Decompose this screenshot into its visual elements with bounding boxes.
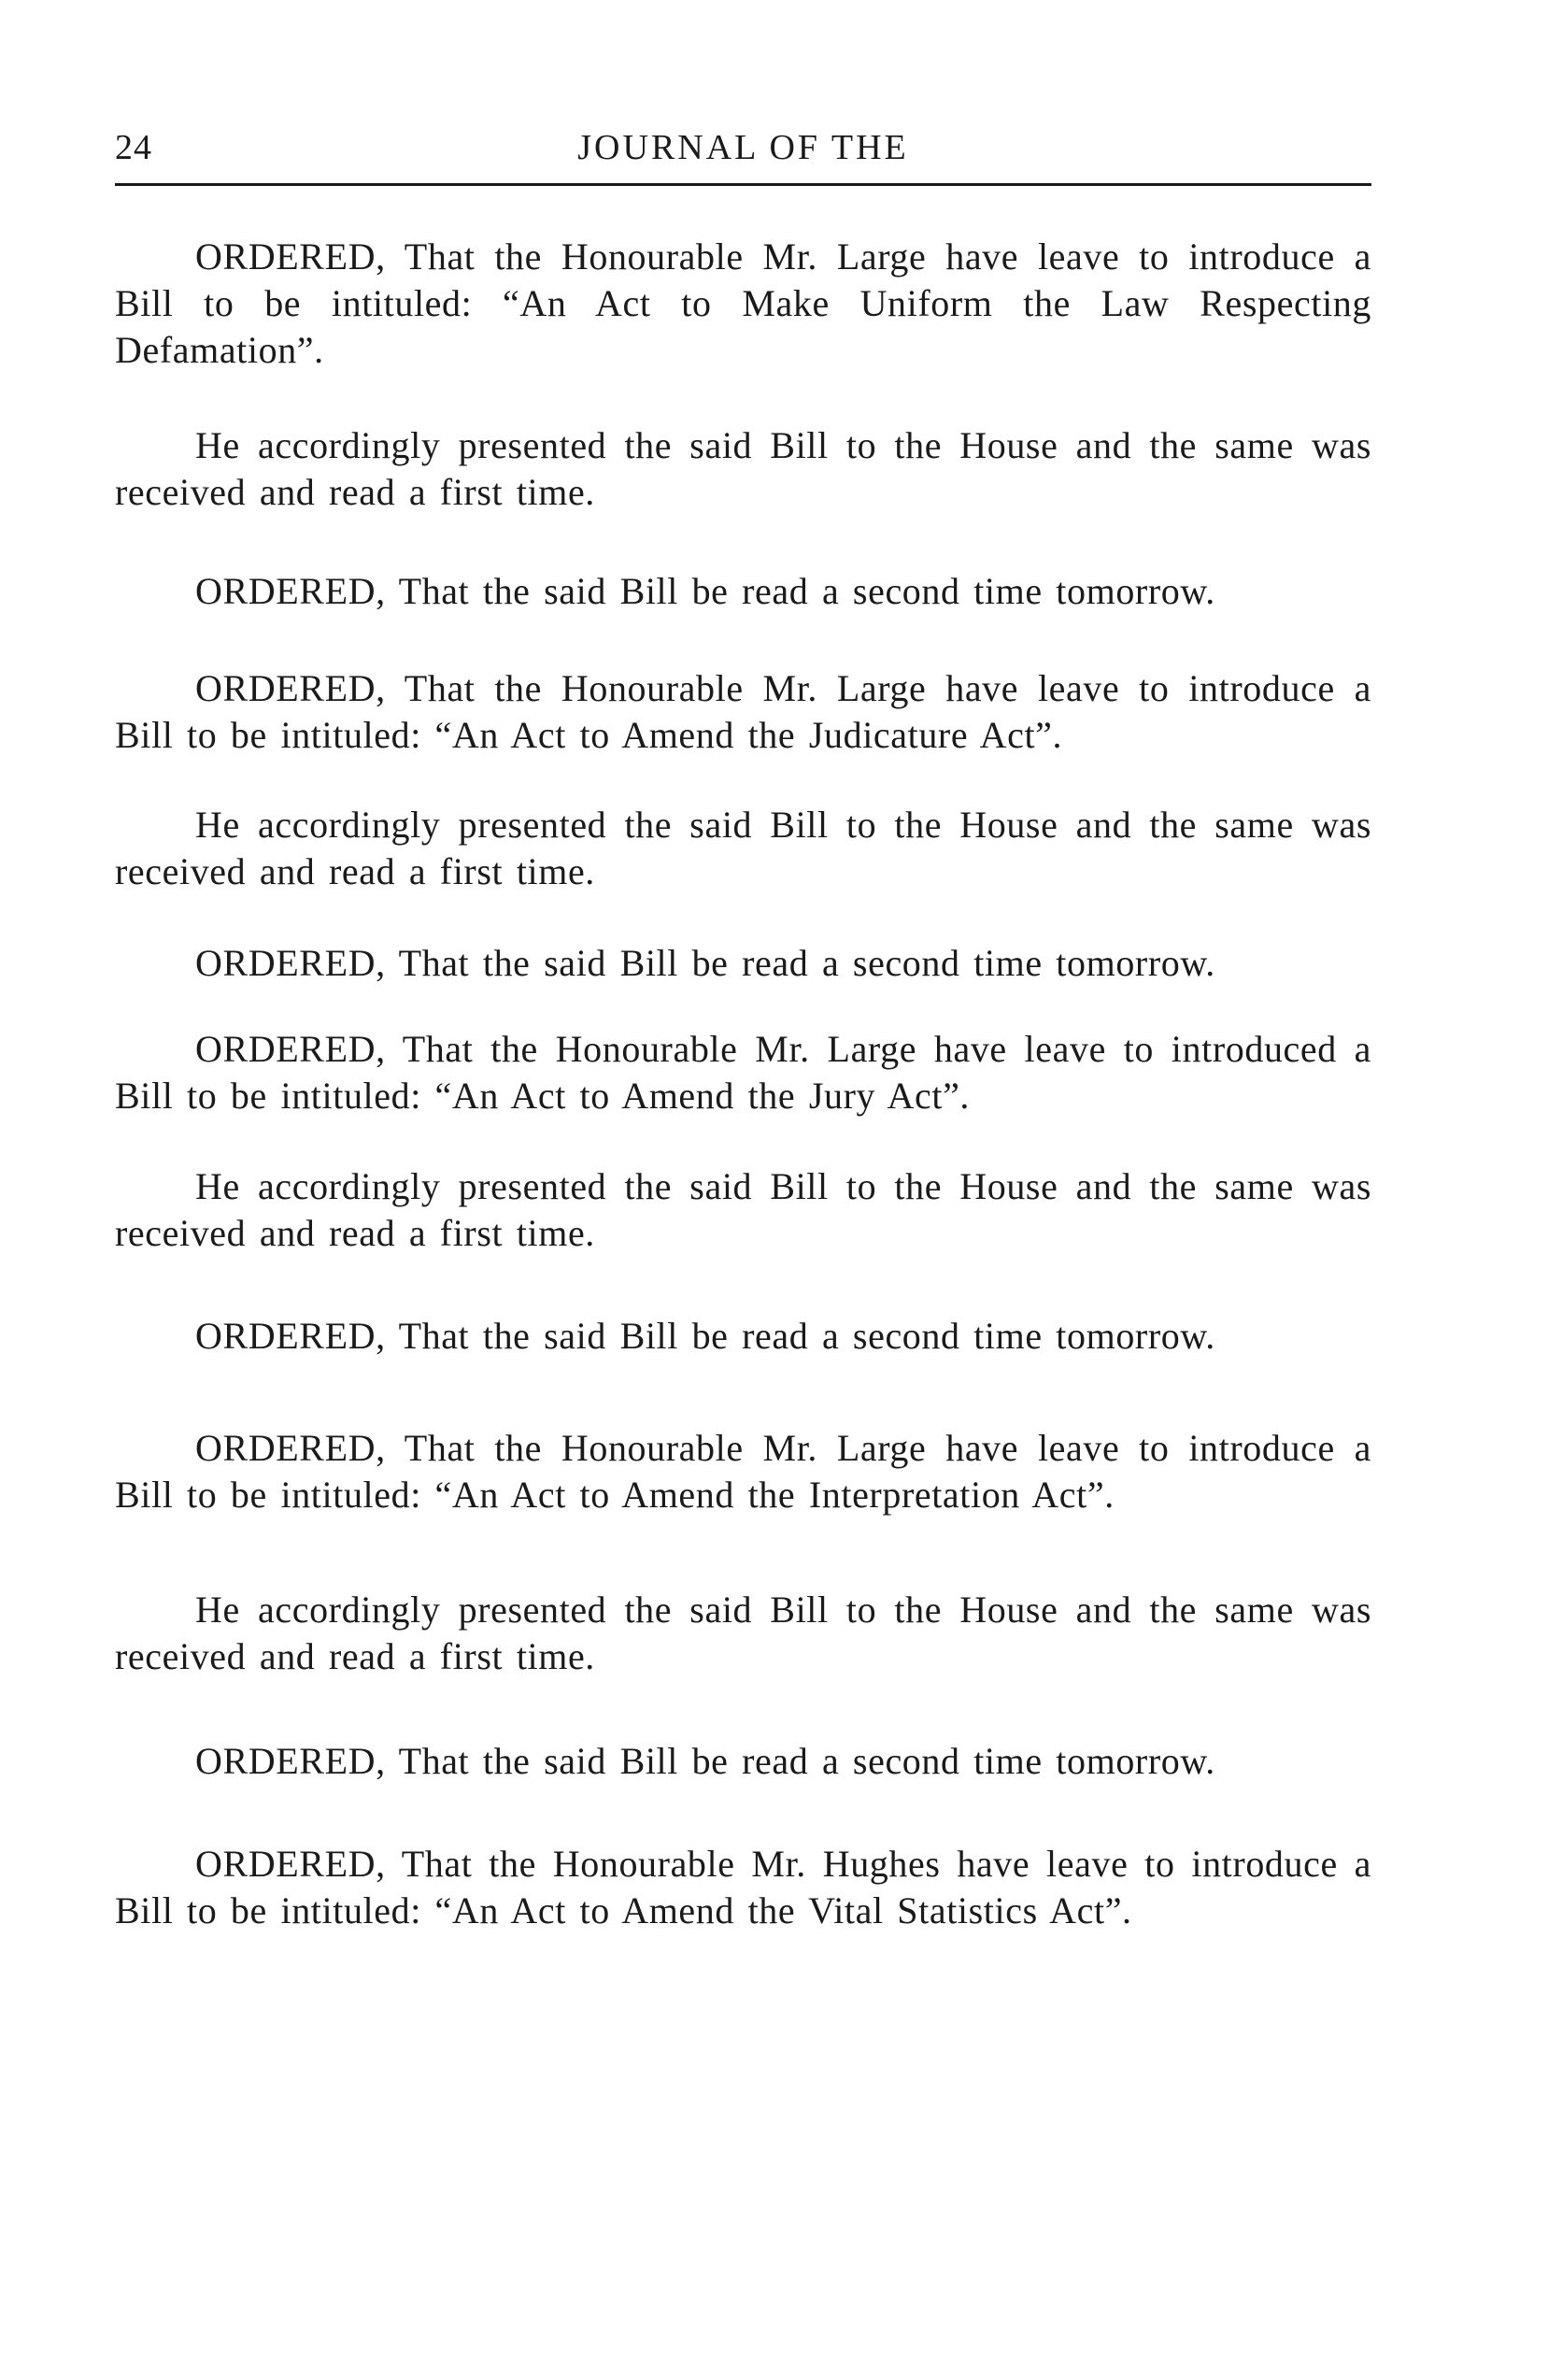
second-reading-order: ORDERED, That the said Bill be read a second time tomorrow. — [195, 1740, 1215, 1782]
presentation-paragraph: He accordingly presented the said Bill to the House and the same was received and read a first time. — [115, 424, 1371, 513]
order-paragraph-interpretation-bill: ORDERED, That the Honourable Mr. Large have leave to introduce a Bill to be intituled: “An Act to Amend the Interpretation Act”. — [115, 1427, 1371, 1516]
presentation-paragraph: He accordingly presented the said Bill to the House and the same was received and read a first time. — [115, 1165, 1371, 1254]
second-reading-order: ORDERED, That the said Bill be read a second time tomorrow. — [195, 1315, 1215, 1357]
order-paragraph-judicature-bill: ORDERED, That the Honourable Mr. Large have leave to introduce a Bill to be intituled: “An Act to Amend the Judicature Act”. — [115, 667, 1371, 756]
second-reading-order: ORDERED, That the said Bill be read a second time tomorrow. — [195, 942, 1215, 984]
running-head: JOURNAL OF THE — [577, 128, 909, 167]
order-paragraph-defamation-bill: ORDERED, That the Honourable Mr. Large have leave to introduce a Bill to be intituled: “An Act to Make Uniform the Law Respecting Defamation”. — [115, 235, 1371, 371]
page-header — [115, 127, 1371, 186]
page-number: 24 — [115, 128, 152, 167]
second-reading-order: ORDERED, That the said Bill be read a second time tomorrow. — [195, 570, 1215, 612]
order-paragraph-jury-bill: ORDERED, That the Honourable Mr. Large have leave to introduced a Bill to be intituled: “An Act to Amend the Jury Act”. — [115, 1028, 1371, 1117]
order-paragraph-vital-statistics-bill: ORDERED, That the Honourable Mr. Hughes have leave to introduce a Bill to be intituled: “An Act to Amend the Vital Statistics Act”. — [115, 1843, 1371, 1931]
presentation-paragraph: He accordingly presented the said Bill to the House and the same was received and read a first time. — [115, 804, 1371, 892]
presentation-paragraph: He accordingly presented the said Bill to the House and the same was received and read a first time. — [115, 1589, 1371, 1677]
